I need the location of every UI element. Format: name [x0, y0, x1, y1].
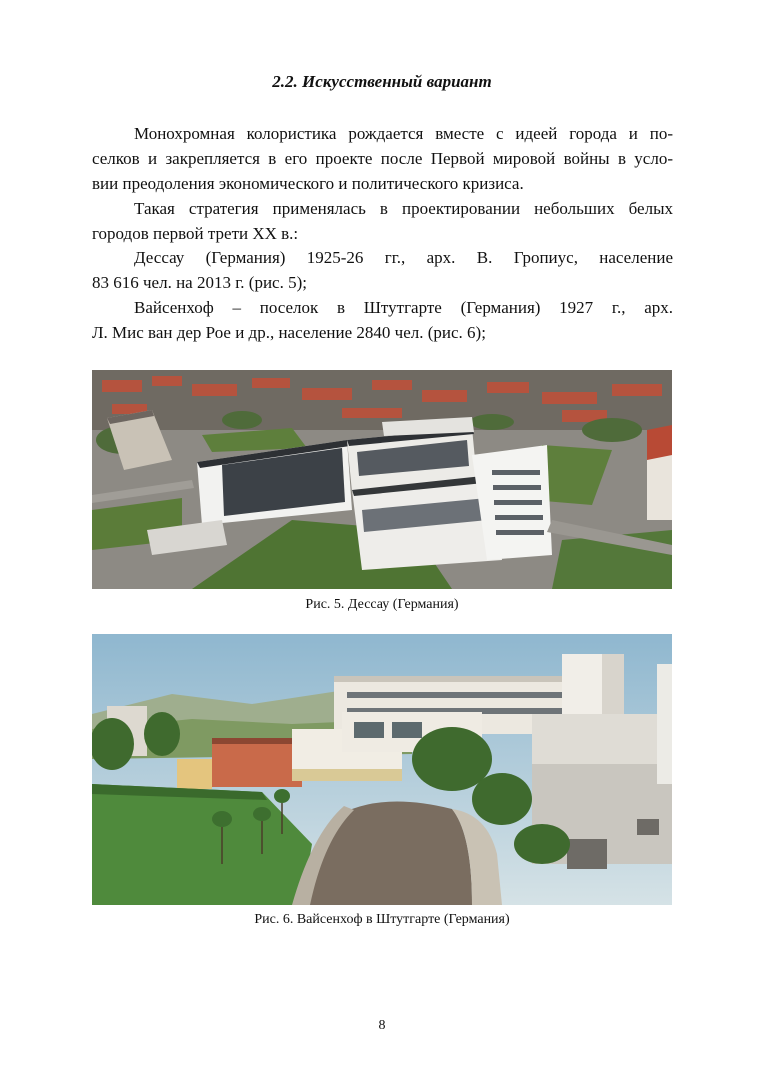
text-line: Монохромная колористика рождается вместе с идеей города и по-: [134, 124, 673, 143]
text-line: селков и закрепляется в его проекте после Первой мировой войны в усло-: [92, 149, 673, 168]
figure-caption: Рис. 6. Вайсенхоф в Штутгарте (Германия): [254, 912, 510, 927]
paragraph-dessau: [92, 245, 673, 295]
paragraph-monochrome: [92, 121, 673, 196]
paragraph-strategy: [92, 196, 673, 246]
text-line: Вайсенхоф – поселок в Штутгарте (Германия) 1927 г., арх.: [134, 298, 673, 317]
paragraph-weissenhof: [92, 295, 673, 345]
dessau-photo-image: [92, 370, 672, 589]
figure-caption: Рис. 5. Дессау (Германия): [305, 597, 459, 612]
figure-weissenhof-photo: [92, 634, 672, 905]
page-number: 8: [378, 1018, 386, 1033]
text-line: Такая стратегия применялась в проектировании небольших белых: [134, 199, 673, 218]
weissenhof-photo-image: [92, 634, 672, 905]
section-heading: 2.2. Искусственный вариант: [272, 72, 492, 91]
text-line: городов первой трети XX в.:: [92, 224, 299, 243]
text-line: Л. Мис ван дер Рое и др., население 2840 чел. (рис. 6);: [92, 323, 486, 342]
figure-dessau-photo: [92, 370, 672, 589]
text-line: вии преодоления экономического и политического кризиса.: [92, 174, 524, 193]
text-line: 83 616 чел. на 2013 г. (рис. 5);: [92, 273, 307, 292]
text-line: Дессау (Германия) 1925-26 гг., арх. В. Гропиус, население: [134, 248, 673, 267]
